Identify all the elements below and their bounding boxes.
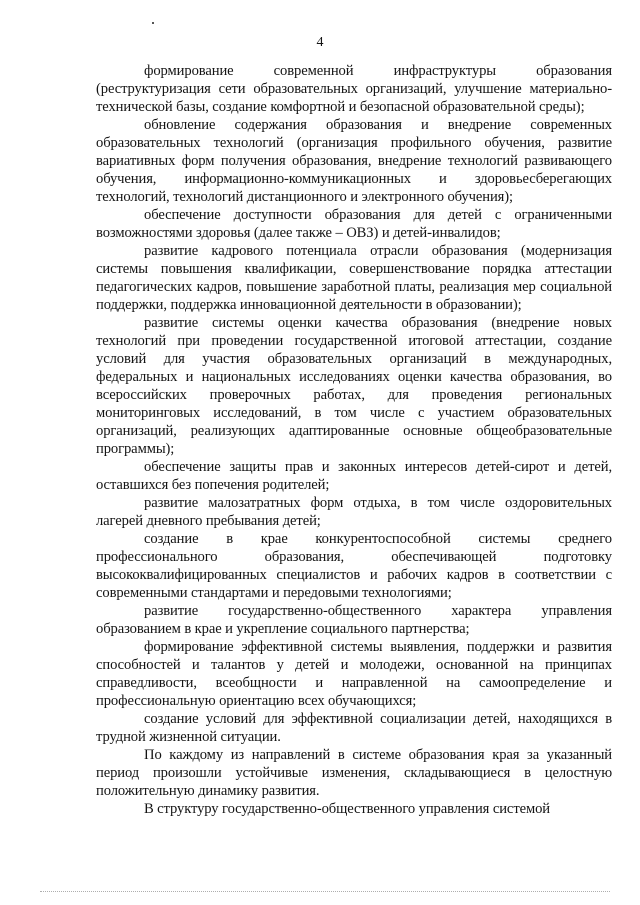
scan-speck <box>152 22 154 24</box>
paragraph-socialization: создание условий для эффективной социализации детей, находящихся в трудной жизненной ситуации. <box>96 711 612 745</box>
paragraph-public-administration: развитие государственно-общественного характера управления образованием в крае и укрепление социального партнерства; <box>96 603 612 637</box>
paragraph-accessibility: обеспечение доступности образования для детей с ограниченными возможностями здоровья (далее также – ОВЗ) и детей-инвалидов; <box>96 207 612 241</box>
paragraph-content-update: обновление содержания образования и внедрение современных образовательных технологий (организация профильного обучения, развитие вариативных форм получения образования, внедрение технологий развивающего обучения, информационно-коммуникационных и здоровьесберегающих технологий, технологий дистанционного и электронного обучения); <box>96 117 612 205</box>
paragraph-talent-support: формирование эффективной системы выявления, поддержки и развития способностей и талантов у детей и молодежи, основанной на принципах справедливости, всеобщности и направленной на самоопределение и профессиональную ориентацию всех обучающихся; <box>96 639 612 709</box>
paragraph-recreation: развитие малозатратных форм отдыха, в том числе оздоровительных лагерей дневного пребывания детей; <box>96 495 612 529</box>
paragraph-orphan-protection: обеспечение защиты прав и законных интересов детей-сирот и детей, оставшихся без попечения родителей; <box>96 459 612 493</box>
paragraph-infrastructure: формирование современной инфраструктуры образования (реструктуризация сети образовательных организаций, улучшение материально-технической базы, создание комфортной и безопасной образовательной среды); <box>96 63 612 115</box>
paragraph-vocational-education: создание в крае конкурентоспособной системы среднего профессионального образования, обеспечивающей подготовку высококвалифицированных специалистов и рабочих кадров в соответствии с современными стандартами и передовыми технологиями; <box>96 531 612 601</box>
document-body <box>96 62 612 818</box>
page-number: 4 <box>316 35 324 50</box>
paragraph-staff-potential: развитие кадрового потенциала отрасли образования (модернизация системы повышения квалификации, совершенствование порядка аттестации педагогических кадров, повышение заработной платы, реализация мер социальной поддержки, поддержка инновационной деятельности в образовании); <box>96 243 612 313</box>
paragraph-structure: В структуру государственно-общественного управления системой <box>144 801 551 817</box>
paragraph-dynamics: По каждому из направлений в системе образования края за указанный период произошли устойчивые изменения, складывающиеся в целостную положительную динамику развития. <box>96 747 612 799</box>
paragraph-quality-assessment: развитие системы оценки качества образования (внедрение новых технологий при проведении государственной итоговой аттестации, создание условий для участия образовательных организаций в международных, федеральных и национальных исследованиях оценки качества образования, во всероссийских проверочных работах, для проведения региональных мониторинговых исследований, в том числе с участием образовательных организаций, реализующих адаптированные основные общеобразовательные программы); <box>96 315 612 457</box>
scan-edge-line <box>40 891 610 892</box>
